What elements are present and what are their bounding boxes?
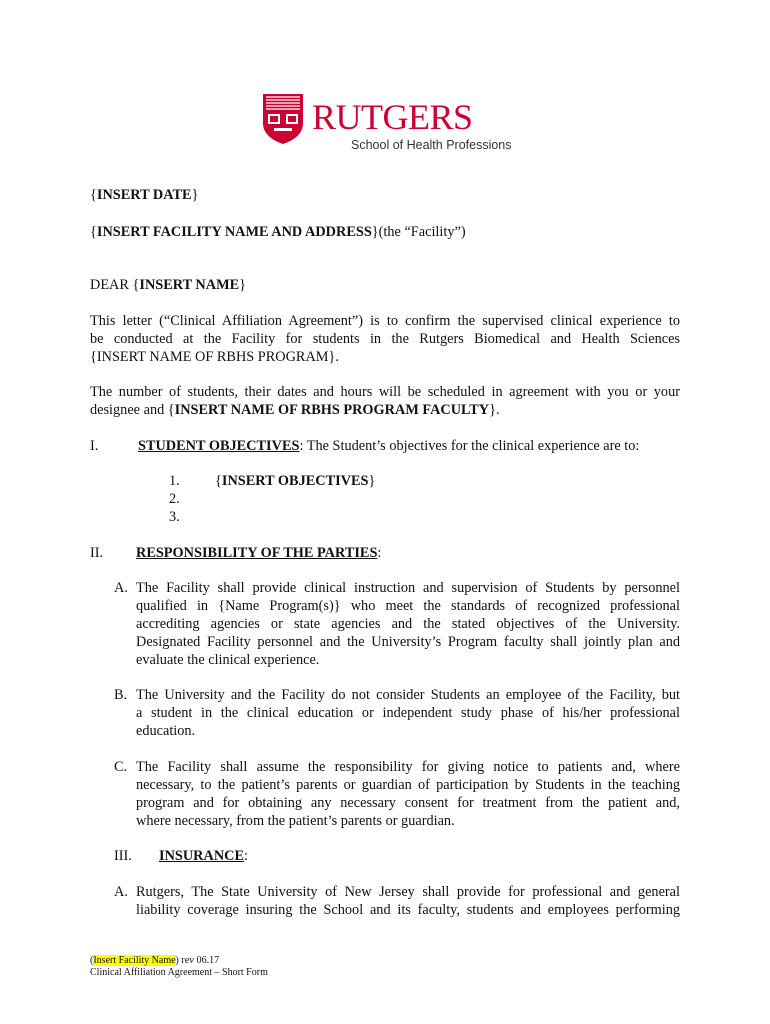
item-line: program and for obtaining any necessary consent for treatment from the patient and, xyxy=(136,795,680,811)
item-line: necessary, to the patient’s parents or guardian of participation by Students in the teaching xyxy=(136,777,680,793)
designee-prefix: designee and { xyxy=(90,402,175,418)
section-3-item-a xyxy=(136,883,680,919)
rutgers-shield-icon xyxy=(262,93,304,145)
facility-suffix: (the “Facility”) xyxy=(378,224,466,240)
item-line: a student in the clinical education or independent study phase of his/her professional xyxy=(136,705,680,721)
section-1-numeral: I. xyxy=(90,438,99,454)
section-2-numeral: II. xyxy=(90,545,104,561)
section-1-heading-line xyxy=(138,437,639,455)
item-line: The Facility shall provide clinical instruction and supervision of Students by personnel xyxy=(136,580,680,596)
item-letter: A. xyxy=(114,884,128,900)
objective-number: 3. xyxy=(169,509,180,525)
rutgers-logo xyxy=(262,93,522,155)
salutation-prefix: DEAR xyxy=(90,277,133,293)
intro-line: This letter (“Clinical Affiliation Agreement”) is to confirm the supervised clinical experience to xyxy=(90,313,680,329)
intro-line: {INSERT NAME OF RBHS PROGRAM}. xyxy=(90,349,339,365)
facility-placeholder: INSERT FACILITY NAME AND ADDRESS xyxy=(96,224,372,240)
section-2-heading-line xyxy=(136,544,381,562)
section-3-colon: : xyxy=(244,848,248,864)
footer-revision-text: ) rev 06.17 xyxy=(175,955,220,966)
section-2-heading: RESPONSIBILITY OF THE PARTIES xyxy=(136,545,378,561)
item-line: liability coverage insuring the School and its faculty, students and employees performing xyxy=(136,902,680,918)
facility-line: {INSERT FACILITY NAME AND ADDRESS}(the “Facility”) xyxy=(90,224,466,240)
item-line: The Facility shall assume the responsibility for giving notice to patients and, where xyxy=(136,759,680,775)
footer-facility-highlight: Insert Facility Name xyxy=(93,955,176,966)
objective-number: 2. xyxy=(169,491,180,507)
item-line: accrediting agencies or state agencies and the stated objectives of the University. xyxy=(136,616,680,632)
objective-placeholder: INSERT OBJECTIVES xyxy=(221,473,369,489)
salutation-name: INSERT NAME xyxy=(139,277,240,293)
intro-line-2 xyxy=(90,401,680,419)
footer-revision xyxy=(90,955,219,967)
item-letter: B. xyxy=(114,687,128,703)
rutgers-wordmark: RUTGERS xyxy=(312,97,473,137)
section-3-heading: INSURANCE xyxy=(159,848,244,864)
section-3-numeral: III. xyxy=(114,848,132,864)
footer-open-paren: ( xyxy=(90,955,94,966)
item-line: Rutgers, The State University of New Jersey shall provide for professional and general xyxy=(136,884,680,900)
date-line: {INSERT DATE} xyxy=(90,187,199,203)
item-line: where necessary, from the patient’s parents or guardian. xyxy=(136,813,455,829)
footer-form-name: Clinical Affiliation Agreement – Short Form xyxy=(90,967,268,978)
section-2-item-a xyxy=(136,579,680,669)
intro-paragraph-2 xyxy=(90,383,680,419)
objective-text: {INSERT OBJECTIVES} xyxy=(215,473,376,489)
item-letter: A. xyxy=(114,580,128,596)
section-2-item-b xyxy=(136,686,680,740)
item-line: Designated Facility personnel and the University’s Program faculty shall jointly plan and xyxy=(136,634,680,650)
intro-paragraph-1 xyxy=(90,312,680,366)
school-subtitle: School of Health Professions xyxy=(351,138,512,152)
section-1-text: : The Student’s objectives for the clinical experience are to: xyxy=(299,438,640,454)
item-line: education. xyxy=(136,723,196,739)
item-line: evaluate the clinical experience. xyxy=(136,652,320,668)
section-1-heading: STUDENT OBJECTIVES xyxy=(138,438,300,454)
item-letter: C. xyxy=(114,759,128,775)
intro-line: be conducted at the Facility for students in the Rutgers Biomedical and Health Sciences xyxy=(90,331,680,347)
section-2-colon: : xyxy=(377,545,382,561)
objective-number: 1. xyxy=(169,473,180,489)
intro-line: The number of students, their dates and hours will be scheduled in agreement with you or your xyxy=(90,384,680,400)
item-line: The University and the Facility do not consider Students an employee of the Facility, but xyxy=(136,687,680,703)
section-3-heading-line xyxy=(159,847,248,865)
designee-suffix: }. xyxy=(489,402,500,418)
section-2-item-c xyxy=(136,758,680,830)
salutation-line: DEAR {INSERT NAME} xyxy=(90,277,246,293)
item-line: qualified in {Name Program(s)} who meet the standards of recognized professional xyxy=(136,598,680,614)
faculty-placeholder: INSERT NAME OF RBHS PROGRAM FACULTY xyxy=(174,402,490,418)
date-placeholder: INSERT DATE xyxy=(96,187,192,203)
